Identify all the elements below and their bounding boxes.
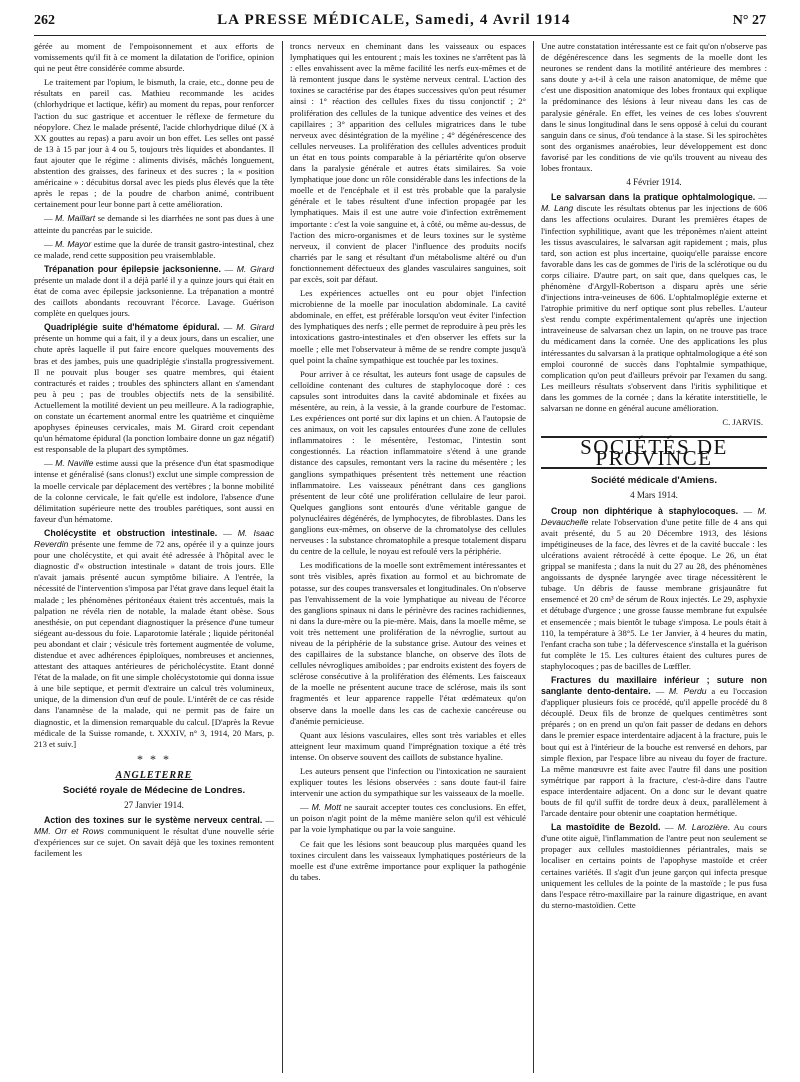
author: M. Girard (236, 263, 274, 274)
report: Quadriplégie suite d'hématome épidural. — M. Girard présente un homme qui a fait, il y a deux jours, dans un escalier, une chute après laquelle il put faire encore quelques mouvements des bras et des jambes, puis une quadriplégie s'installa progressivement. Il ne pouvait plus bouger ses quatre membres, qui étaient contracturés et raides ; troubles des sphincters allant en s'amendant peu à peu ; pas de troubles objectifs nets de la sensibilité. Actuellement la motilité devient un peu meilleure. A la radiographie, on constate un écartement anormal entre les quatrième et cinquième apophyses épineuses cervicales, mais M. Girard croit cependant qu'un hématome épidural (la ponction lombaire donne un gaz négatif) est responsable de la plupart des symptômes. (34, 322, 274, 455)
issue-number: N° 27 (732, 13, 766, 28)
paragraph: Les auteurs pensent que l'infection ou l'intoxication ne sauraient expliquer toutes les lésions observées : sans doute faut-il faire intervenir une action du sympathique sur les vaisseaux de la moelle. (290, 766, 526, 799)
author: MM. Orr et Rows (34, 826, 104, 837)
report-text: . Au cours d'une otite aiguë, l'inflammation de l'antre peut non seulement se propager aux cellules mastoïdiennes périantrales, mais se localiser en certains points de l'apophyse mastoïde et créer certaines variétés. Il s'agit d'un jeune garçon qui infecta presque uniquement les cellules de la pointe de la mastoïde ; le pus fusa dans l'espace rétro-maxillaire par la rainure digastrique, en avant du sterno-mastoïdien. Cette (541, 822, 767, 910)
column-1 (34, 41, 274, 1077)
meeting-date: 4 Mars 1914. (630, 490, 678, 501)
report-heading: La mastoïdite de Bezold. (551, 822, 661, 833)
report-text: présente un homme qui a fait, il y a deux jours, dans un escalier, une chute après laquelle il put faire encore quelques mouvements des bras et des jambes, puis une quadriplégie s'installa progressivement. Il ne pouvait plus bouger ses quatre membres, qui étaient contracturés et raides ; troubles des sphincters allant en s'amendant peu à peu ; pas de troubles objectifs nets de la sensibilité. Actuellement la motilité devient un peu meilleure. A la radiographie, on constate un écartement anormal entre les quatrième et cinquième apophyses épineuses cervicales, mais M. Girard croit cependant qu'un hématome épidural (la ponction lombaire donne un gaz négatif) est responsable de la plupart des symptômes. (34, 333, 274, 455)
report-heading: Cholécystite et obstruction intestinale. (44, 527, 218, 538)
report-heading: Le salvarsan dans la pratique ophtalmologique. (551, 192, 756, 203)
author: M. Devauchelle (541, 505, 767, 527)
section-banner: SOCIÉTÉS DE PROVINCE (541, 436, 767, 469)
page-header (34, 12, 766, 34)
journal-title: LA PRESSE MÉDICALE, Samedi, 4 Avril 1914 (217, 12, 571, 28)
author: M. Perdu (669, 686, 707, 697)
report-text: relate l'observation d'une petite fille de 4 ans qui avait présenté, du 5 au 20 Décembre 1913, des lésions impétigineuses de la face, des lèvres et de la cavité buccale : les ulcérations avaient rétrocédé à cette époque. Le 26, un état grippal se manifesta ; dans la nuit du 27 au 28, des phénomènes angoissants de dyspnée laryngée avec tirage nécessitèrent le tubage. Un débris de fausse membrane grisjaunâtre fut ensemencé et 20 cm³ de sérum de Roux injectés. Le 29, asphyxie et détubage d'urgence ; une grosse fausse membrane fut expulsée et ensemencée ; mais bientôt le tubage s'imposa. Le pouls était à 110, la température à 38°5. Le 1er Janvier, à 4 heures du matin, l'enfant cracha son tube ; la défervescence s'installa et la guérison fut complète le 15. Les cultures étaient des cultures pures de staphylocoques ; pas de bacilles de Lœffler. (541, 516, 767, 671)
author: M. Mott (311, 802, 342, 813)
meeting-date: 27 Janvier 1914. (124, 800, 184, 811)
report-text: a eu l'occasion d'appliquer plusieurs fois ce procédé, qu'il appelle procédé du 8 découplé. Deux fils de bronze de quelques centimètres sont préparés ; on en prend un qu'on fait passer de dedans en dehors dans le premier espace interdentaire adjacent à la fracture, puis le bout qui est à l'intérieur de la bouche est renversé en dehors, par simple flexion, par l'espace libre au niveau du foyer de fracture. La même manœuvre est faite avec l'autre fil dans une position symétrique par rapport à la fracture, c'est-à-dire dans l'autre espace interdentaire adjacent. On a donc sur le devant quatre bouts de fil qu'il suffit de tordre deux à deux, parallèlement à l'arcade dentaire pour obtenir une coaptation hermétique. (541, 686, 767, 819)
author: M. Mayor (55, 238, 92, 249)
author: M. Naville (55, 458, 94, 469)
column-3 (541, 41, 767, 1077)
report: La mastoïdite de Bezold. — M. Larozière. Au cours d'une otite aiguë, l'inflammation de l'antre peut non seulement se propager aux cellules mastoïdiennes périantrales, mais se localiser en certains points de l'apophyse mastoïde et créer certaines variétés. Il s'agit d'un jeune garçon qui infecta presque uniquement les cellules de la pointe de la mastoïde ; le pus fusa dans l'espace rétro-maxillaire par la rainure digastrique, en avant du sterno-mastoïdien. Cette (541, 822, 767, 910)
report-text: discute les résultats obtenus par les injections de 606 dans les affections oculaires. Durant les premières étapes de l'infection syphilitique, avant que les tréponèmes n'aient atteint les tissus avasculaires, le salvarsan agit rapidement ; mais, plus tard, son action est plus incertaine, quoiqu'elle paraisse encore favorable dans les cas de gommes de l'iris de la sclérotique ou du corps ciliaire. D'autre part, on sait que, dans quelques cas, le phénomène d'Argyll-Robertson a disparu après une série d'injections intra-veineuses de 606. L'ophtalmoplégie externe et l'atrophie primitive du nerf optique sont plus rebelles. L'auteur s'est rendu compte expérimentalement qu'après une injection intraveineuse de salvarsan chez un lapin, on ne trouve pas trace du médicament dans la cornée. Une des applications les plus intéressantes du salvarsan à la pratique ophtalmologique a été son emploi couronné de succès dans l'ophtalmie sympathique, complication qu'on peut d'ailleurs prévoir par l'examen du sang. Les meilleurs résultats s'observent dans l'iritis syphilitique et dans les gommes de la cornée ; dans la kératite interstitielle, le salvarsan ne donne en général aucune amélioration. (541, 203, 767, 413)
report-heading: Action des toxines sur le système nerveux central. (44, 815, 263, 826)
paragraph: Le traitement par l'opium, le bismuth, la craie, etc., donne peu de résultats en pareil cas. Mathieu recommande les acides (chlorhydrique et lactique, kéfir) au moment du repas, pour renforcer l'action du suc gastrique et accentuer le réflexe de fermeture du néopylore. Chez le malade présenté, l'acide chlorhydrique dilué (X à XX gouttes au repas) a paru avoir un bon effet. Les selles ont passé de 13 à 15 par jour à 4 ou 5, toujours très liquides et abondantes. Il faut ajouter que le régime : aliments divisés, mâchés longuement, abstention des graisses, des farineux et des sucres ; la « position américaine » : décubitus dorsal avec les pieds plus élevés que la tête après le repas ; de la poudre de charbon animé, contribuent certainement pour leur bonne part à cette amélioration. (34, 77, 274, 210)
report: Cholécystite et obstruction intestinale. — M. Isaac Reverdin présente une femme de 72 ans, opérée il y a quinze jours pour une cholécystite, et qui avait été adressée à l'hôpital avec le diagnostic d'« obstruction intestinale » datant de trois jours. Elle n'avait jamais présenté aucun symptôme biliaire. A l'entrée, la nécessité de l'intervention s'imposa par l'état grave dans lequel était la malade ; les phénomènes péritonéaux étaient très accentués, mais la palpation ne révéla rien de notable, la malade étant obèse. Sous anesthésie, on put cependant diagnostiquer la présence d'une tumeur siégeant au-dessous du foie. Laparotomie latérale ; liquide péritonéal peu abondant et clair ; vésicule très fortement augmentée de volume, distendue et avec adhérences épiploïques, nombreuses et anciennes, attestant des attaques antérieures de péricholécystite. Etant donné l'état de la malade, on fit une simple cholécystotomie qui donna issue à une bile septique, et permit d'extraire un calcul très volumineux, unique, de la dimension d'un œuf de poule. L'intérêt de ce cas réside dans l'anamnèse de la malade, qui ne permit pas de faire un diagnostic, et la dimension remarquable du calcul. [D'après la Revue médicale de la Suisse romande, t. XXXIV, n° 3, 1914, 20 Mars, p. 213 et suiv.] (34, 527, 274, 749)
report-heading: Fractures du maxillaire inférieur ; suture non sanglante dento-dentaire. (541, 674, 767, 697)
paragraph: Pour arriver à ce résultat, les auteurs font usage de capsules de celloïdine contenant des cultures de staphylocoque doré : ces capsules sont introduites dans la cavité abdominale et fixées au mésentère, au rein, à la vessie, à la grande courbure de l'estomac. Les expériences ont porté sur dix lapins et un chien. A l'autopsie de ces animaux, on voit les capsules entourées d'une zone de cellules inflammatoires : le mésentère, l'estomac, l'intestin sont congestionnés. La réaction inflammatoire s'étend à une grande distance des capsules, remontant vers la racine du mésentère ; les ganglions sympathiques présentent très nettement une réaction inflammatoire. Les vaisseaux pénétrant dans ces ganglions présentent de leur côté une prolifération cellulaire de leur paroi. Quelques ganglions sont entourés d'une véritable gangue de polynucléaires dégénérés, de lymphocytes, de fibroblastes. Dans les ganglions eux-mêmes, on observe de la chromatolyse des cellules nerveuses : la substance chromatophile a presque totalement disparu du centre de la cellule, le noyau est refoulé vers la périphérie. (290, 368, 526, 557)
author: M. Girard (236, 322, 274, 333)
signature: C. JARVIS. (722, 417, 763, 428)
section-country: ANGLETERRE (115, 769, 193, 781)
society-title: Société royale de Médecine de Londres. (62, 785, 246, 796)
report: Action des toxines sur le système nerveux central. — MM. Orr et Rows communiquent le résultat d'une nouvelle série d'expériences sur ce sujet. On savait déjà que les toxines remontent facilement les (34, 815, 274, 859)
report-heading: Trépanation pour épilepsie jacksonienne. (44, 263, 221, 274)
report-text: présente une femme de 72 ans, opérée il y a quinze jours pour une cholécystite, et qui avait été adressée à l'hôpital avec le diagnostic d'« obstruction intestinale » datant de trois jours. Elle n'avait jamais présenté aucun symptôme biliaire. A l'entrée, la nécessité de l'intervention s'imposa par l'état grave dans lequel était la malade ; les phénomènes péritonéaux étaient très accentués, mais la palpation ne révéla rien de notable, la malade étant obèse. Sous anesthésie, on put cependant diagnostiquer la présence d'une tumeur siégeant au-dessous du foie. Laparotomie latérale ; liquide péritonéal peu abondant et clair ; vésicule très fortement augmentée de volume, distendue et avec adhérences épiploïques, nombreuses et anciennes, attestant des attaques antérieures de péricholécystite. Etant donné l'état de la malade, on fit une simple cholécystotomie qui donna issue à une bile septique, et permit d'extraire un calcul très volumineux, unique, de la dimension d'un œuf de poule. L'intérêt de ce cas réside dans l'anamnèse de la malade, qui ne permit pas de faire un diagnostic, et la dimension remarquable du calcul. [D'après la Revue médicale de la Suisse romande, t. XXXIV, n° 3, 1914, 20 Mars, p. 213 et suiv.] (34, 539, 274, 749)
paragraph-text: ne saurait accepter toutes ces conclusions. En effet, un poison n'agit point de la même manière selon qu'il est véhiculé par la voie lymphatique ou par la voie sanguine. (290, 802, 526, 835)
paragraph: — M. Naville estime aussi que la présence d'un état spasmodique intense et généralisé (sans clonus!) exclut une simple compression de la moelle cervicale par déplacement des vertèbres ; la bonne mobilité de la colonne cervicale, le fait qu'elle est indolore, l'absence d'une délimitation supérieure nette des troubles parétiques, sont aussi en faveur d'un hématome. (34, 458, 274, 524)
paragraph: — M. Mott ne saurait accepter toutes ces conclusions. En effet, un poison n'agit point de la même manière selon qu'il est véhiculé par la voie lymphatique ou par la voie sanguine. (290, 802, 526, 835)
meeting-date: 4 Février 1914. (626, 177, 682, 188)
paragraph: Une autre constatation intéressante est ce fait qu'on n'observe pas de dégénérescence dans les segments de la moelle dont les neurones se rendent dans la motilité antérieure des membres : sans doute y a-t-il à cela une raison anatomique, de même que c'est une disposition anatomique des lobes frontaux qui explique la prédominance des lésions à leur niveau dans les cas de paralysie générale. En effet, les veines de ces lobes s'ouvrent dans le sinus longitudinal dans le sens opposé à celui du courant sanguin dans ce sinus, d'où tendance à la stase. Si les spirochètes sont des organismes anaérobies, leur développement est donc favorisé par les conditions de vie qu'ils trouvent au niveau des lobes frontaux. (541, 41, 767, 174)
report-text: présente un malade dont il a déjà parlé il y a quinze jours qui était en état de coma avec épilepsie jacksonienne. La trépanation a montré des caillots abondants recouvrant l'écorce. Lavage. Guérison complète en quelques jours. (34, 274, 274, 319)
paragraph: Quant aux lésions vasculaires, elles sont très variables et elles atteignent leur maximum quand l'imprégnation toxique a été très intense. On observe souvent des caillots de substance hyaline. (290, 729, 526, 762)
author: M. Maillart (55, 213, 96, 224)
author: M. Lang (541, 203, 574, 214)
report-text: communiquent le résultat d'une nouvelle série d'expériences sur ce sujet. On savait déjà que les toxines remontent facilement les (34, 826, 274, 859)
author: M. Larozière (677, 822, 728, 833)
page-number: 262 (34, 13, 55, 28)
paragraph: Les expériences actuelles ont eu pour objet l'infection microbienne de la moelle par inoculation abdominale. La cavité abdominale, en effet, est préférable lorsqu'on veut éviter l'infection des lymphatiques des nerfs ; elle permet de reproduire à peu près les intoxications gastro-intestinales et d'en observer les effets sur la moelle ; elle met l'observateur à même de se rendre compte jusqu'à quel point la chaîne sympathique est touchée par les toxines. (290, 288, 526, 365)
paragraph-text: estime aussi que la présence d'un état spasmodique intense et généralisé (sans clonus!) exclut une simple compression de la moelle cervicale par déplacement des vertèbres ; la bonne mobilité de la colonne cervicale, le fait qu'elle est indolore, l'absence d'une délimitation supérieure nette des troubles parétiques, sont aussi en faveur d'un hématome. (34, 458, 274, 524)
paragraph-text: se demande si les diarrhées ne sont pas dues à une atteinte du pancréas par le suicide. (34, 213, 274, 235)
report: Fractures du maxillaire inférieur ; suture non sanglante dento-dentaire. — M. Perdu a eu l'occasion d'appliquer plusieurs fois ce procédé, qu'il appelle procédé du 8 découplé. Deux fils de bronze de quelques centimètres sont préparés ; on en prend un qu'on fait passer de dedans en dehors dans le premier espace interdentaire adjacent à la fracture, puis le bout qui est à l'intérieur de la bouche est renversé en dehors, par simple flexion, par l'espace libre au niveau du foyer de fracture. La même manœuvre est faite avec l'autre fil dans une position symétrique par rapport à la fracture, c'est-à-dire dans l'autre espace interdentaire adjacent. On a donc sur le devant quatre bouts de fil qu'il suffit de tordre deux à deux, parallèlement à l'arcade dentaire pour obtenir une coaptation hermétique. (541, 674, 767, 819)
report: Le salvarsan dans la pratique ophtalmologique. — M. Lang discute les résultats obtenus par les injections de 606 dans les affections oculaires. Durant les premières étapes de l'infection syphilitique, avant que les tréponèmes n'aient atteint les tissus avasculaires, le salvarsan agit rapidement ; mais, plus tard, son action est plus incertaine, quoiqu'elle paraisse encore favorable dans les cas de gommes de l'iris de la sclérotique ou du corps ciliaire. D'autre part, on sait que, dans quelques cas, le phénomène d'Argyll-Robertson a disparu après une série d'injections intra-veineuses de 606. L'ophtalmoplégie externe et l'atrophie primitive du nerf optique sont plus rebelles. L'auteur s'est rendu compte expérimentalement qu'après une injection intraveineuse de salvarsan chez un lapin, on ne trouve pas trace du médicament dans la cornée. Une des applications les plus intéressantes du salvarsan à la pratique ophtalmologique a été son emploi couronné de succès dans l'ophtalmie sympathique, complication qu'on peut d'ailleurs prévoir par l'examen du sang. Les meilleurs résultats s'observent dans l'iritis syphilitique et dans les gommes de la cornée ; dans la kératite interstitielle, le salvarsan ne donne en général aucune amélioration. (541, 192, 767, 413)
paragraph: — M. Mayor estime que la durée de transit gastro-intestinal, chez ce malade, rend cette supposition peu vraisemblable. (34, 238, 274, 260)
report: Trépanation pour épilepsie jacksonienne. — M. Girard présente un malade dont il a déjà parlé il y a quinze jours qui était en état de coma avec épilepsie jacksonienne. La trépanation a montré des caillots abondants recouvrant l'écorce. Lavage. Guérison complète en quelques jours. (34, 263, 274, 319)
paragraph-text: estime que la durée de transit gastro-intestinal, chez ce malade, rend cette supposition peu vraisemblable. (34, 238, 274, 260)
report: Croup non diphtérique à staphylocoques. — M. Devauchelle relate l'observation d'une petite fille de 4 ans qui avait présenté, du 5 au 20 Décembre 1913, des lésions impétigineuses de la face, des lèvres et de la cavité buccale : les ulcérations avaient rétrocédé à cette époque. Le 26, un état grippal se manifesta ; dans la nuit du 27 au 28, des phénomènes angoissants de dyspnée laryngée avec tirage nécessitèrent le tubage. Un débris de fausse membrane grisjaunâtre fut ensemencé et 20 cm³ de sérum de Roux injectés. Le 29, asphyxie et détubage d'urgence ; une grosse fausse membrane fut expulsée et ensemencée ; mais bientôt le tubage s'imposa. Le pouls était à 110, la température à 38°5. Le 1er Janvier, à 4 heures du matin, l'enfant cracha son tube ; la défervescence s'installa et la guérison fut complète le 15. Les cultures étaient des cultures pures de staphylocoques ; pas de bacilles de Lœffler. (541, 505, 767, 671)
report-heading: Croup non diphtérique à staphylocoques. (551, 505, 739, 516)
section-separator: * * * (137, 751, 171, 766)
paragraph: troncs nerveux en cheminant dans les vaisseaux ou espaces lymphatiques qui les entourent ; mais les toxines ne s'arrêtent pas là : elles envahissent avec la même facilité les nerfs eux-mêmes et de là remontent jusque dans le système nerveux central. L'action des toxines se caractérise par des étapes successives qu'on peut résumer ainsi : 1° réaction des cellules fixes du tissu conjonctif ; 2° prolifération des cellules de la tunique adventice des veines et des capillaires ; 3° apparition des cellules migratrices dans le tube nerveux avec désintégration de la myéline ; 4° dégénérescence des cellules nerveuses. La prolifération des cellules adventices produit un état en tous points comparable à la périartérite qu'on observe dans la paralysie générale et autres états similaires. Sa voie lymphatique joue donc un rôle considérable dans les infections de la moelle et de l'encéphale et il est très probable que la paralysie générale et le tabes résultent d'une infection propagée par les lymphatiques. Mais il est une autre voie d'infection extrêmement importante : c'est la voie sanguine et, à côté, ou même au-dessus, de l'action des micro-organismes et de leurs toxines sur le système nerveux, il convient de placer l'influence des produits nocifs charriés par le sang et résultant d'un métabolisme altéré ou d'un fonctionnement défectueux des glandes vasculaires sanguines, soit par excès, soit par défaut. (290, 41, 526, 284)
society-title: Société médicale d'Amiens. (591, 475, 717, 487)
paragraph: Ce fait que les lésions sont beaucoup plus marquées quand les toxines circulent dans les vaisseaux lymphatiques postérieurs de la moelle est d'une extrême importance pour expliquer la pathogénie du tabes. (290, 838, 526, 882)
header-rule (34, 35, 766, 36)
column-divider (282, 41, 283, 1073)
column-2 (290, 41, 526, 1077)
paragraph: gérée au moment de l'empoisonnement et aux efforts de vomissements qu'il fit à ce moment la dilatation de l'orifice, opinion qui ne peut être considérée comme absurde. (34, 41, 274, 74)
column-divider (533, 41, 534, 1073)
paragraph: Les modifications de la moelle sont extrêmement intéressantes et sont très visibles, après fixation au formol et au bichromate de potasse, sur des coupes transversales et longitudinales. On n'observe pas l'envahissement de la voie lymphatique au niveau de l'écorce des ganglions spinaux ni dans le périnèvre des racines rachidiennes, ni dans la dure-mère ou la pie-mère. Mais, dans la moelle même, se voit très nettement une prolifération de la névroglie, surtout au niveau de la périphérie de la substance grise. Autour des veines et des capillaires de la substance blanche, on observe des îlots de cellules névrogliques amiboïdes ; par endroits existent des foyers de sclérose consécutive à la prolifération des éléments. Les faisceaux de la moelle ne présentent aucune trace de sclérose, mais ils sont fragmentés et leur apparence rappelle l'état œdémateux qu'on observe dans la moelle dans les cas de cachexie cancéreuse ou d'anémie pernicieuse. (290, 560, 526, 726)
paragraph: — M. Maillart se demande si les diarrhées ne sont pas dues à une atteinte du pancréas par le suicide. (34, 213, 274, 235)
report-heading: Quadriplégie suite d'hématome épidural. (44, 322, 220, 333)
author: M. Isaac Reverdin (34, 527, 274, 550)
